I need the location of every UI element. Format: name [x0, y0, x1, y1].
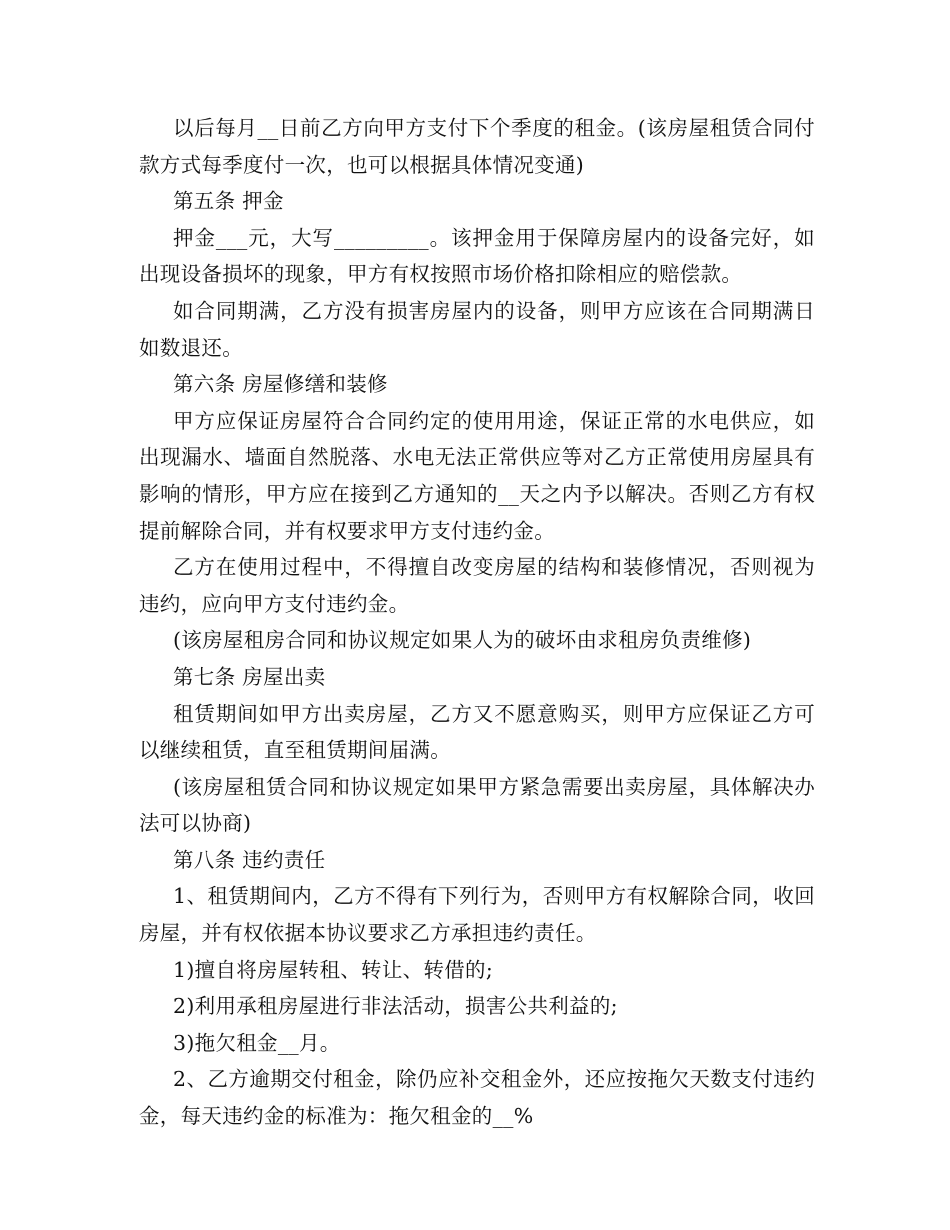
paragraph-landlord-maintenance: 甲方应保证房屋符合合同约定的使用用途，保证正常的水电供应，如出现漏水、墙面自然脱落、水电无法正常供应等对乙方正常使用房屋具有影响的情形，甲方应在接到乙方通知的__天之内予以解决。否则乙方有权提前解除合同，并有权要求甲方支付违约金。: [139, 408, 815, 543]
paragraph-repair-note: (该房屋租房合同和协议规定如果人为的破坏由求租房负责维修): [173, 628, 752, 653]
heading-article-5: 第五条 押金: [173, 189, 284, 214]
paragraph-breach-2: 2、乙方逾期交付租金，除仍应补交租金外，还应按拖欠天数支付违约金，每天违约金的标准为：拖欠租金的__%: [139, 1067, 815, 1129]
paragraph-deposit-amount: 押金___元，大写_________。该押金用于保障房屋内的设备完好，如出现设备损坏的现象，甲方有权按照市场价格扣除相应的赔偿款。: [139, 225, 815, 287]
paragraph-house-sale: 租赁期间如甲方出卖房屋，乙方又不愿意购买，则甲方应保证乙方可以继续租赁，直至租赁期间届满。: [139, 701, 815, 763]
list-item-breach-1-1: 1)擅自将房屋转租、转让、转借的;: [173, 957, 494, 982]
paragraph-tenant-alterations: 乙方在使用过程中，不得擅自改变房屋的结构和装修情况，否则视为违约，应向甲方支付违约金。: [139, 555, 815, 616]
document-body: [139, 110, 815, 1135]
paragraph-deposit-refund: 如合同期满，乙方没有损害房屋内的设备，则甲方应该在合同期满日如数退还。: [139, 298, 815, 360]
heading-article-7: 第七条 房屋出卖: [173, 664, 326, 689]
paragraph-payment-schedule: 以后每月__日前乙方向甲方支付下个季度的租金。(该房屋租赁合同付款方式每季度付一次，也可以根据具体情况变通): [139, 116, 815, 177]
heading-article-8: 第八条 违约责任: [173, 847, 326, 872]
paragraph-breach-1: 1、租赁期间内，乙方不得有下列行为，否则甲方有权解除合同，收回房屋，并有权依据本协议要求乙方承担违约责任。: [139, 884, 815, 946]
paragraph-sale-note: (该房屋租赁合同和协议规定如果甲方紧急需要出卖房屋，具体解决办法可以协商): [139, 774, 815, 836]
list-item-breach-1-2: 2)利用承租房屋进行非法活动，损害公共利益的;: [173, 994, 618, 1019]
heading-article-6: 第六条 房屋修缮和装修: [173, 372, 388, 397]
list-item-breach-1-3: 3)拖欠租金__月。: [173, 1030, 341, 1055]
